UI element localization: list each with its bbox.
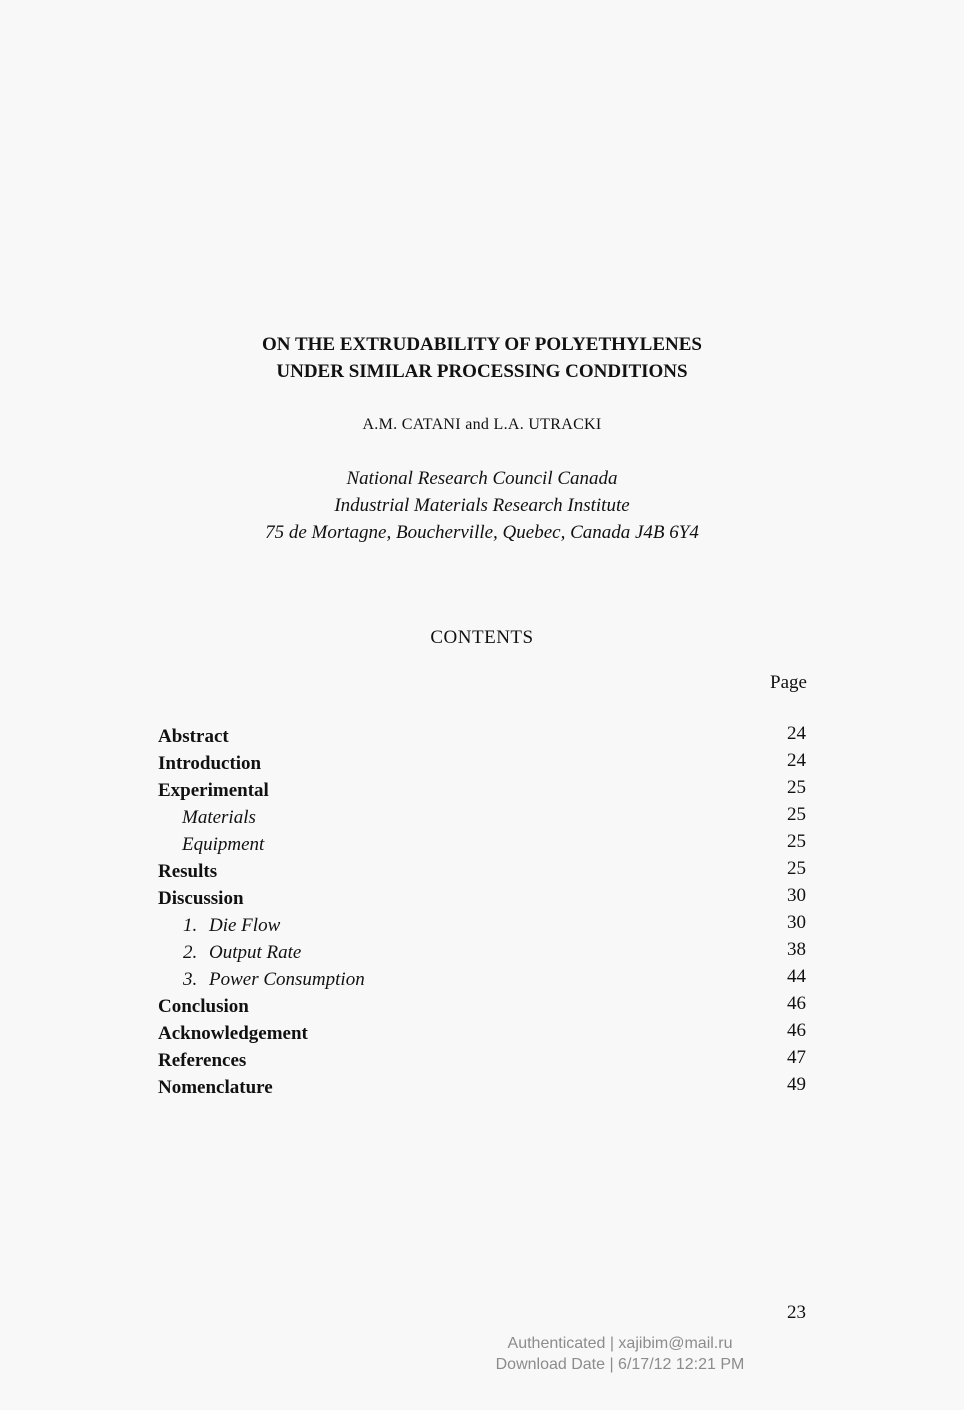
title-line-2: UNDER SIMILAR PROCESSING CONDITIONS	[276, 361, 688, 382]
toc-entry-page: 25	[787, 858, 806, 879]
toc-entry-page: 30	[787, 912, 806, 933]
toc-entry-page: 44	[787, 966, 806, 987]
toc-entry-discussion[interactable]	[158, 887, 808, 914]
toc-entry-label	[183, 941, 301, 965]
toc-entry-power-consumption[interactable]	[158, 968, 808, 995]
affiliation-line-1: National Research Council Canada	[346, 468, 618, 489]
toc-entry-title: Die Flow	[209, 915, 281, 936]
authors: A.M. CATANI and L.A. UTRACKI	[362, 416, 602, 433]
toc-entry-page: 25	[787, 777, 806, 798]
toc-entry-title: Power Consumption	[209, 969, 365, 990]
toc-entry-nomenclature[interactable]	[158, 1076, 808, 1103]
toc-entry-output-rate[interactable]	[158, 941, 808, 968]
toc-entry-references[interactable]	[158, 1049, 808, 1076]
toc-entry-page: 25	[787, 831, 806, 852]
page-column-label: Page	[770, 672, 807, 693]
page-number: 23	[787, 1302, 806, 1323]
affiliation-line-3: 75 de Mortagne, Boucherville, Quebec, Canada J4B 6Y4	[265, 522, 699, 543]
toc-entry-label: Nomenclature	[158, 1077, 273, 1098]
toc-entry-abstract[interactable]	[158, 725, 808, 752]
toc-entry-number: 1.	[183, 915, 198, 936]
toc-entry-label: Abstract	[158, 726, 229, 747]
toc-entry-experimental[interactable]	[158, 779, 808, 806]
affiliation	[0, 465, 964, 546]
toc-entry-number: 2.	[183, 942, 198, 963]
toc-entry-title: Output Rate	[209, 942, 302, 963]
toc-entry-equipment[interactable]	[158, 833, 808, 860]
toc-entry-label: Acknowledgement	[158, 1023, 308, 1044]
toc-entry-page: 46	[787, 993, 806, 1014]
toc-entry-label: References	[158, 1050, 247, 1071]
download-watermark	[490, 1333, 750, 1375]
toc-entry-page: 47	[787, 1047, 806, 1068]
toc-entry-page: 30	[787, 885, 806, 906]
toc-entry-introduction[interactable]	[158, 752, 808, 779]
toc-entry-label: Conclusion	[158, 996, 249, 1017]
toc-entry-page: 46	[787, 1020, 806, 1041]
title-line-1: ON THE EXTRUDABILITY OF POLYETHYLENES	[262, 334, 702, 355]
toc-entry-die-flow[interactable]	[158, 914, 808, 941]
watermark-line-2: Download Date | 6/17/12 12:21 PM	[495, 1356, 745, 1373]
toc-entry-materials[interactable]	[158, 806, 808, 833]
toc-entry-acknowledgement[interactable]	[158, 1022, 808, 1049]
toc-entry-label	[183, 914, 280, 938]
contents-heading: CONTENTS	[430, 627, 534, 648]
watermark-line-1: Authenticated | xajibim@mail.ru	[507, 1335, 733, 1352]
affiliation-line-2: Industrial Materials Research Institute	[334, 495, 630, 516]
toc-entry-label: Experimental	[158, 780, 269, 801]
toc-entry-label: Introduction	[158, 753, 262, 774]
toc-entry-page: 24	[787, 750, 806, 771]
toc-entry-label: Materials	[182, 807, 256, 828]
toc-entry-label: Discussion	[158, 888, 244, 909]
toc-entry-results[interactable]	[158, 860, 808, 887]
toc-entry-label: Equipment	[182, 834, 265, 855]
toc-entry-page: 25	[787, 804, 806, 825]
table-of-contents	[158, 725, 808, 1103]
toc-entry-label	[183, 968, 365, 992]
toc-entry-page: 49	[787, 1074, 806, 1095]
toc-entry-page: 38	[787, 939, 806, 960]
toc-entry-conclusion[interactable]	[158, 995, 808, 1022]
toc-entry-label: Results	[158, 861, 218, 882]
toc-entry-number: 3.	[183, 969, 198, 990]
paper-title	[0, 331, 964, 385]
toc-entry-page: 24	[787, 723, 806, 744]
